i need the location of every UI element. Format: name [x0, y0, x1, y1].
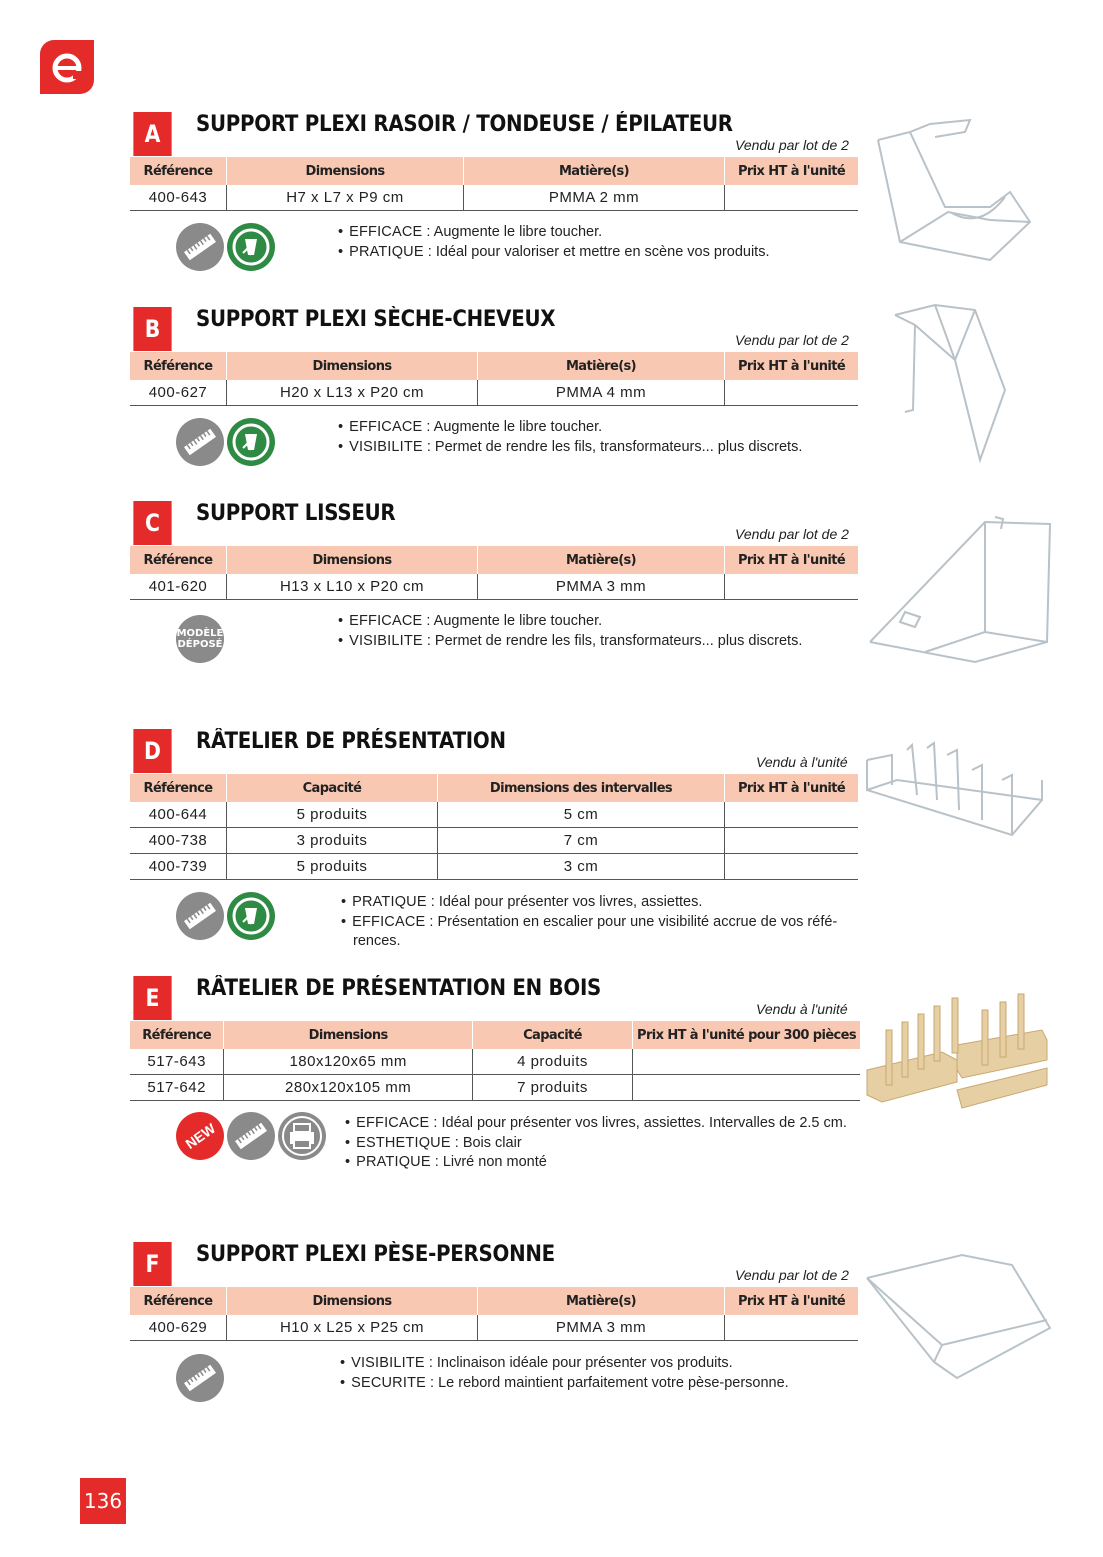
cell-price [633, 1075, 860, 1101]
spec-table [130, 774, 858, 880]
col-header: Dimensions des intervalles [438, 774, 725, 802]
cell-price [633, 1049, 860, 1075]
col-header: Référence [130, 1021, 224, 1049]
new-badge: NEW [176, 1112, 224, 1160]
product-image-razor-stand [870, 112, 1035, 267]
feature-list [338, 1354, 878, 1393]
list-item: • EFFICACE : Augmente le libre toucher. [336, 612, 876, 632]
spec-table [130, 157, 858, 211]
product-image-display-rack [862, 740, 1052, 840]
col-header: Référence [130, 157, 227, 185]
feature-list [339, 893, 869, 952]
cell-reference: 401-620 [130, 574, 227, 600]
col-header: Prix HT à l'unité [725, 546, 859, 574]
product-image-wood-rack [862, 990, 1052, 1125]
feature-list [343, 1114, 883, 1173]
col-header: Prix HT à l'unité [725, 1287, 859, 1315]
sale-unit-note: Vendu par lot de 2 [735, 1267, 849, 1283]
cell-capacity: 5 produits [227, 854, 438, 880]
list-item: • PRATIQUE : Livré non monté [343, 1153, 883, 1173]
recycle-icon [227, 223, 275, 271]
col-header: Prix HT à l'unité [725, 352, 859, 380]
table-row [130, 185, 858, 211]
cell-reference: 400-738 [130, 828, 227, 854]
cell-capacity: 5 produits [227, 802, 438, 828]
col-header: Matière(s) [464, 157, 725, 185]
cell-dimensions: 280x120x105 mm [224, 1075, 473, 1101]
ruler-icon [176, 892, 224, 940]
table-row [130, 828, 858, 854]
col-header: Prix HT à l'unité [725, 157, 859, 185]
table-row [130, 854, 858, 880]
section-letter: E [133, 976, 171, 1020]
cell-reference: 400-627 [130, 380, 227, 406]
product-image-straightener-stand [865, 512, 1055, 667]
col-header: Matière(s) [478, 546, 725, 574]
list-item: • VISIBILITE : Inclinaison idéale pour présenter vos produits. [338, 1354, 878, 1374]
cell-material: PMMA 4 mm [478, 380, 725, 406]
cell-interval: 5 cm [438, 802, 725, 828]
cell-reference: 400-643 [130, 185, 227, 211]
section-title: SUPPORT PLEXI PÈSE-PERSONNE [196, 1242, 555, 1267]
table-row [130, 1315, 858, 1341]
product-image-hairdryer-stand [885, 300, 1035, 465]
col-header: Matière(s) [478, 352, 725, 380]
list-item: • PRATIQUE : Idéal pour présenter vos livres, assiettes. [339, 893, 869, 913]
cell-interval: 3 cm [438, 854, 725, 880]
print-icon [278, 1112, 326, 1160]
list-item: • EFFICACE : Augmente le libre toucher. [336, 223, 876, 243]
cell-material: PMMA 3 mm [478, 1315, 725, 1341]
col-header: Dimensions [227, 546, 478, 574]
col-header: Référence [130, 352, 227, 380]
section-letter: A [133, 112, 171, 156]
cell-capacity: 4 produits [472, 1049, 632, 1075]
brand-logo [40, 40, 94, 94]
feature-list [336, 223, 876, 262]
cell-reference: 400-739 [130, 854, 227, 880]
cell-capacity: 3 produits [227, 828, 438, 854]
product-image-scale-stand [862, 1250, 1057, 1385]
recycle-icon [227, 418, 275, 466]
cell-reference: 400-629 [130, 1315, 227, 1341]
table-row [130, 1075, 860, 1101]
sale-unit-note: Vendu à l'unité [756, 754, 848, 770]
list-item: • ESTHETIQUE : Bois clair [343, 1134, 883, 1154]
list-item: • SECURITE : Le rebord maintient parfaitement votre pèse-personne. [338, 1374, 878, 1394]
sale-unit-note: Vendu par lot de 2 [735, 332, 849, 348]
cell-dimensions: H7 x L7 x P9 cm [227, 185, 464, 211]
col-header: Prix HT à l'unité pour 300 pièces [633, 1021, 860, 1049]
list-item: • EFFICACE : Idéal pour présenter vos livres, assiettes. Intervalles de 2.5 cm. [343, 1114, 883, 1134]
list-item: • EFFICACE : Présentation en escalier pour une visibilité accrue de vos réfé-rences. [339, 913, 869, 952]
cell-reference: 400-644 [130, 802, 227, 828]
ruler-icon [176, 1354, 224, 1402]
cell-price [725, 854, 859, 880]
cell-price [725, 574, 859, 600]
table-row [130, 802, 858, 828]
sale-unit-note: Vendu à l'unité [756, 1001, 848, 1017]
list-item: • VISIBILITE : Permet de rendre les fils, transformateurs... plus discrets. [336, 632, 876, 652]
table-row [130, 574, 858, 600]
sale-unit-note: Vendu par lot de 2 [735, 526, 849, 542]
cell-dimensions: H13 x L10 x P20 cm [227, 574, 478, 600]
cell-capacity: 7 produits [472, 1075, 632, 1101]
ruler-icon [176, 223, 224, 271]
col-header: Référence [130, 774, 227, 802]
col-header: Dimensions [227, 1287, 478, 1315]
cell-reference: 517-642 [130, 1075, 224, 1101]
spec-table [130, 546, 858, 600]
table-row [130, 380, 858, 406]
list-item: • EFFICACE : Augmente le libre toucher. [336, 418, 876, 438]
feature-list [336, 612, 876, 651]
list-item: • VISIBILITE : Permet de rendre les fils, transformateurs... plus discrets. [336, 438, 876, 458]
col-header: Dimensions [224, 1021, 473, 1049]
cell-dimensions: 180x120x65 mm [224, 1049, 473, 1075]
spec-table [130, 1021, 860, 1101]
table-row [130, 1049, 860, 1075]
cell-price [725, 380, 859, 406]
page-number: 136 [80, 1478, 126, 1524]
col-header: Référence [130, 1287, 227, 1315]
section-title: RÂTELIER DE PRÉSENTATION EN BOIS [196, 976, 602, 1001]
col-header: Référence [130, 546, 227, 574]
section-title: SUPPORT PLEXI RASOIR / TONDEUSE / ÉPILATEUR [196, 112, 733, 137]
col-header: Dimensions [227, 352, 478, 380]
cell-dimensions: H20 x L13 x P20 cm [227, 380, 478, 406]
col-header: Capacité [472, 1021, 632, 1049]
recycle-icon [227, 892, 275, 940]
spec-table [130, 352, 858, 406]
list-item: • PRATIQUE : Idéal pour valoriser et mettre en scène vos produits. [336, 243, 876, 263]
col-header: Capacité [227, 774, 438, 802]
section-letter: C [133, 501, 171, 545]
cell-price [725, 185, 859, 211]
ruler-icon [227, 1112, 275, 1160]
cell-material: PMMA 3 mm [478, 574, 725, 600]
ruler-icon [176, 418, 224, 466]
cell-interval: 7 cm [438, 828, 725, 854]
cell-price [725, 828, 859, 854]
section-letter: F [133, 1242, 171, 1286]
cell-dimensions: H10 x L25 x P25 cm [227, 1315, 478, 1341]
sale-unit-note: Vendu par lot de 2 [735, 137, 849, 153]
spec-table [130, 1287, 858, 1341]
section-title: SUPPORT PLEXI SÈCHE-CHEVEUX [196, 307, 556, 332]
registered-design-badge: MODÈLE DÉPOSÉ [176, 615, 224, 663]
section-letter: D [133, 729, 171, 773]
col-header: Dimensions [227, 157, 464, 185]
cell-price [725, 802, 859, 828]
col-header: Prix HT à l'unité [725, 774, 859, 802]
feature-list [336, 418, 876, 457]
cell-reference: 517-643 [130, 1049, 224, 1075]
cell-price [725, 1315, 859, 1341]
section-title: SUPPORT LISSEUR [196, 501, 396, 526]
section-title: RÂTELIER DE PRÉSENTATION [196, 729, 506, 754]
col-header: Matière(s) [478, 1287, 725, 1315]
section-letter: B [133, 307, 171, 351]
cell-material: PMMA 2 mm [464, 185, 725, 211]
